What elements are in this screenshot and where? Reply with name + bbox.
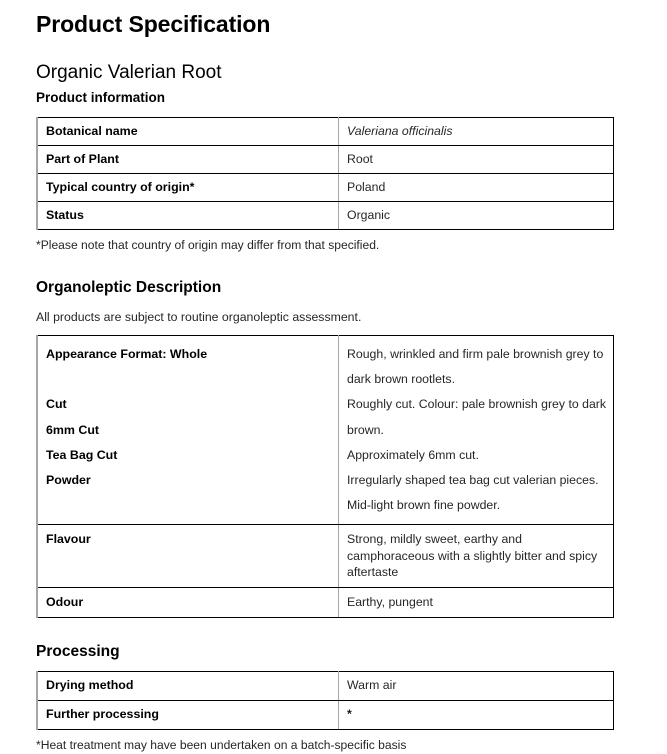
table-row — [37, 118, 614, 146]
footnote-heat-treatment: *Heat treatment may have been undertaken on a batch-specific basis — [36, 737, 407, 752]
row-value-status: Organic — [339, 202, 614, 230]
row-value-botanical-name — [339, 118, 614, 146]
row-value-country-of-origin: Poland — [339, 174, 614, 202]
appearance-format-list — [46, 342, 332, 493]
row-label-flavour: Flavour — [37, 525, 339, 588]
row-value-further-processing — [339, 700, 614, 729]
row-label-part-of-plant: Part of Plant — [37, 146, 339, 174]
row-label-country-of-origin: Typical country of origin* — [37, 174, 339, 202]
botanical-name-value: Valeriana officinalis — [347, 124, 453, 138]
section-heading-product-information: Product information — [36, 90, 165, 105]
list-item: Irregularly shaped tea bag cut valerian pieces. — [347, 472, 599, 487]
page-title: Product Specification — [36, 11, 271, 37]
row-label-odour: Odour — [37, 587, 339, 617]
row-label-status: Status — [37, 202, 339, 230]
list-item: 6mm Cut — [46, 422, 100, 437]
row-label-drying-method: Drying method — [37, 671, 339, 700]
row-value-drying-method: Warm air — [339, 671, 614, 700]
table-row — [37, 525, 614, 588]
list-item: Powder — [46, 472, 91, 487]
table-row-appearance — [37, 336, 614, 525]
footnote-country-of-origin: *Please note that country of origin may differ from that specified. — [36, 238, 380, 252]
row-value-part-of-plant: Root — [339, 146, 614, 174]
table-row — [37, 174, 614, 202]
section-spacer — [36, 254, 631, 278]
list-item: Tea Bag Cut — [46, 447, 118, 462]
section-spacer — [36, 618, 631, 642]
product-information-table — [36, 117, 614, 230]
organoleptic-table — [36, 335, 614, 618]
list-item: Cut — [46, 397, 67, 412]
appearance-format-list-cell — [37, 336, 339, 525]
table-row — [37, 587, 614, 617]
table-row — [37, 700, 614, 729]
list-item: Roughly cut. Colour: pale brownish grey to dark brown. — [347, 397, 607, 437]
table-row — [37, 671, 614, 700]
list-item: Appearance Format: Whole — [46, 347, 208, 361]
row-value-odour: Earthy, pungent — [339, 587, 614, 617]
section-heading-organoleptic: Organoleptic Description — [36, 279, 222, 296]
list-item: Mid-light brown fine powder. — [347, 498, 501, 513]
asterisk-marker: * — [347, 706, 352, 721]
table-row — [37, 146, 614, 174]
appearance-description-list — [347, 342, 607, 518]
section-heading-processing: Processing — [36, 642, 120, 660]
list-item: Rough, wrinkled and firm pale brownish grey to dark brown rootlets. — [347, 347, 604, 387]
organoleptic-intro-text: All products are subject to routine organoleptic assessment. — [36, 310, 362, 324]
processing-table — [36, 671, 614, 730]
list-item: Approximately 6mm cut. — [347, 447, 479, 462]
appearance-description-list-cell — [339, 336, 614, 525]
row-value-flavour: Strong, mildly sweet, earthy and camphoraceous with a slightly bitter and spicy aftertaste — [339, 525, 614, 588]
row-label-further-processing: Further processing — [37, 700, 339, 729]
product-name-heading: Organic Valerian Root — [36, 62, 222, 83]
table-row — [37, 202, 614, 230]
row-label-botanical-name: Botanical name — [37, 118, 339, 146]
